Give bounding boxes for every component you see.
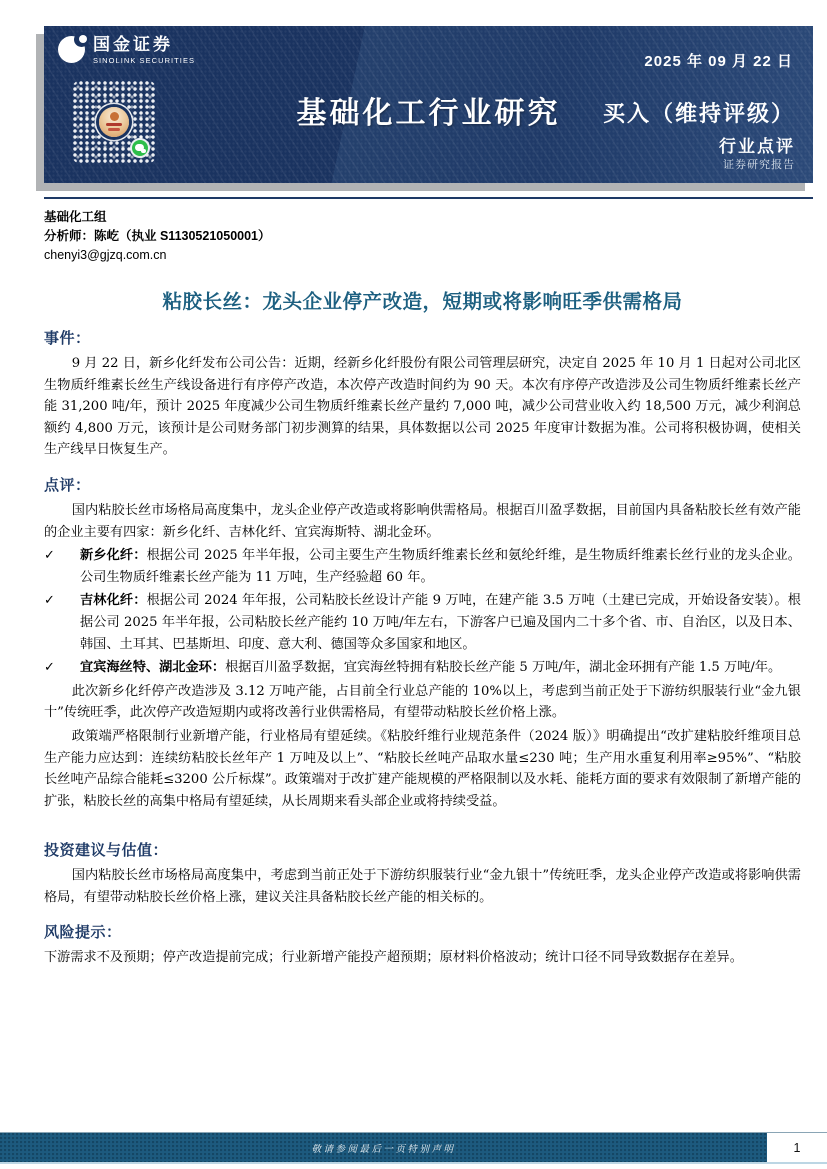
rating-badge: 买入（维持评级） [602, 101, 795, 126]
brand-name-en: SINOLINK SECURITIES [93, 56, 196, 65]
bullet-item-xinxiang [44, 545, 801, 588]
bullet-lead: 吉林化纤： [80, 593, 147, 609]
section-heading-event: 事件： [44, 330, 91, 347]
report-body [44, 208, 801, 971]
disclaimer-text: 敬请参阅最后一页特别声明 [311, 1143, 456, 1155]
bullet-text: 根据公司 2025 年半年报，公司主要生产生物质纤维素长丝和氨纶纤维，是生物质纤维素长丝行业的龙头企业。公司生物质纤维素长丝产能为 11 万吨，生产经验超 60 年。 [80, 548, 801, 585]
report-header [44, 26, 813, 183]
bullet-lead: 宜宾海丝特、湖北金环： [80, 660, 226, 676]
sinolink-logo-icon [58, 36, 85, 63]
research-report-tag: 证券研究报告 [723, 159, 795, 171]
industry-series-title: 基础化工行业研究 [296, 97, 561, 130]
section-heading-comment: 点评： [44, 476, 91, 494]
analyst-name-line: 分析师：陈屹（执业 S1130521050001） [44, 229, 271, 243]
comment-paragraph-capacity: 此次新乡化纤停产改造涉及 3.12 万吨产能，占目前全行业总产能的 10%以上，考虑到当前正处于下游纺织服装行业“金九银十”传统旺季，此次停产改造短期内或将改善行业供需格局，有望带动粘胶长丝价格上涨。 [44, 683, 801, 721]
report-type-label: 行业点评 [719, 137, 795, 156]
check-icon: ✓ [44, 592, 55, 608]
disclaimer-bar [0, 1133, 767, 1162]
risk-paragraph: 下游需求不及预期；停产改造提前完成；行业新增产能投产超预期；原材料价格波动；统计口径不同导致数据存在差异。 [44, 950, 743, 966]
brand-block [58, 36, 195, 65]
section-heading-advice: 投资建议与估值： [44, 842, 169, 860]
page-title: 粘胶长丝：龙头企业停产改造，短期或将影响旺季供需格局 [162, 291, 683, 313]
bullet-text: 根据公司 2024 年年报，公司粘胶长丝设计产能 9 万吨，在建产能 3.5 万吨（土建已完成，开始设备安装）。根据公司 2025 年半年报，公司粘胶长丝产能约 10 万吨/年左右，下游客户已遍及国内二十多个省、市、自治区，以及日本、韩国、土耳其、巴基斯坦、印度、意大利、德国等众多国家和地区。 [80, 593, 801, 652]
advice-paragraph: 国内粘胶长丝市场格局高度集中，考虑到当前正处于下游纺织服装行业“金九银十”传统旺季，龙头企业停产改造或将影响供需格局，有望带动粘胶长丝价格上涨，建议关注具备粘胶长丝产能的相关标的。 [44, 868, 801, 905]
bullet-item-jilin [44, 590, 801, 655]
comment-intro-paragraph: 国内粘胶长丝市场格局高度集中，龙头企业停产改造或将影响供需格局。根据百川盈孚数据，目前国内具备粘胶长丝有效产能的企业主要有四家：新乡化纤、吉林化纤、宜宾海斯特、湖北金环。 [44, 502, 801, 540]
footer-bottom-line [0, 1162, 827, 1164]
bullet-text: 根据百川盈孚数据，宜宾海丝特拥有粘胶长丝产能 5 万吨/年，湖北金环拥有产能 1.5 万吨/年。 [225, 660, 782, 676]
brand-name-cn: 国金证券 [93, 35, 173, 54]
analyst-email: chenyi3@gjzq.com.cn [44, 248, 167, 262]
comment-paragraph-policy: 政策端严格限制行业新增产能，行业格局有望延续。《粘胶纤维行业规范条件（2024 版）》明确提出“改扩建粘胶纤维项目总生产能力应达到：连续纺粘胶长丝年产 1 万吨及以上”、“粘胶长丝吨产品取水量≤230 吨；生产用水重复利用率≥95%”、“粘胶长丝吨产品综合能耗≤3200 公斤标煤”。政策端对于改扩建产能规模的严格限制以及水耗、能耗方面的要求有效限制了新增产能的扩张，粘胶长丝的高集中格局有望延续，从长周期来看头部企业或将持续受益。 [44, 728, 801, 809]
wechat-icon [130, 138, 150, 158]
event-paragraph: 9 月 22 日，新乡化纤发布公司公告：近期，经新乡化纤股份有限公司管理层研究，决定自 2025 年 10 月 1 日起对公司北区生物质纤维素长丝生产线设备进行有序停产改造，本次停产改造时间约为 90 天。本次有序停产改造涉及公司生物质纤维素长丝产能 31,200 吨/年，预计 2025 年度减少公司生物质纤维素长丝产量约 7,000 吨，减少公司营业收入约 18,500 万元，减少利润总额约 4,800 万元，该预计是公司财务部门初步测算的结果，具体数据以公司 2025 年度审计数据为准。公司将积极协调，使相关生产线早日恢复生产。 [44, 356, 801, 458]
check-icon: ✓ [44, 547, 55, 563]
page-footer [0, 1132, 827, 1164]
report-date: 2025 年 09 月 22 日 [644, 53, 793, 70]
analyst-block [44, 208, 801, 265]
bullet-lead: 新乡化纤： [80, 548, 147, 564]
header-divider [44, 197, 813, 199]
brand-text [93, 36, 195, 65]
analyst-group: 基础化工组 [44, 210, 107, 224]
page-number: 1 [767, 1133, 827, 1162]
wechat-bubble2-shape [141, 149, 146, 153]
bullet-item-yibin-hubei [44, 657, 801, 679]
logo-dot-shape [79, 35, 87, 43]
check-icon: ✓ [44, 659, 55, 675]
section-heading-risk: 风险提示： [44, 924, 122, 942]
